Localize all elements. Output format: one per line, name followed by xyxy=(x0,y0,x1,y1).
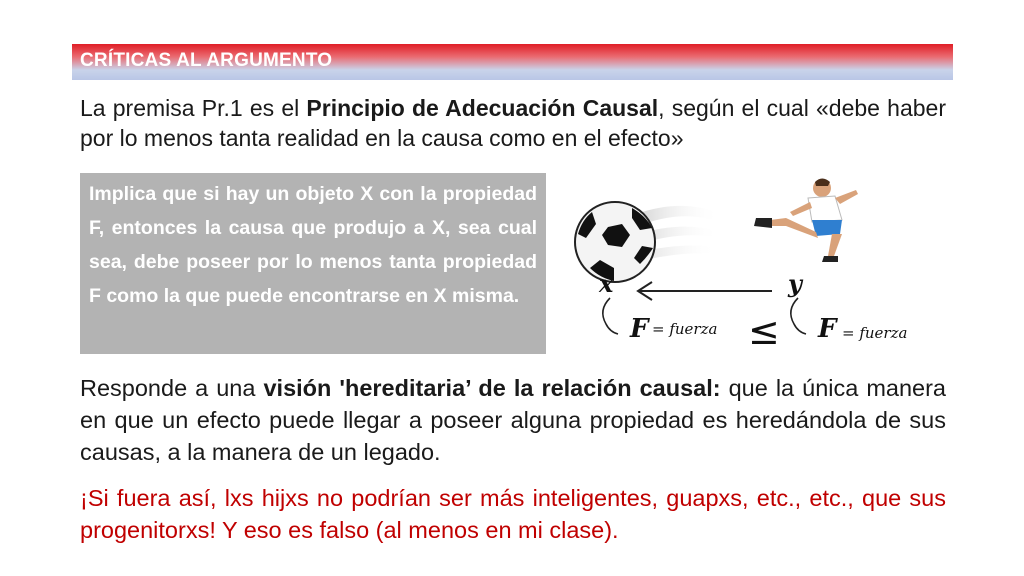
left-brace xyxy=(603,298,618,334)
premise-text-pre: La premisa Pr.1 es el xyxy=(80,95,307,121)
soccer-illustration xyxy=(560,172,950,352)
hereditary-text-post: que la única manera en que un efecto puede llegar a poseer alguna propiedad es heredándola de sus causas, a la manera de un legado. xyxy=(80,375,946,465)
section-title: CRÍTICAS AL ARGUMENTO xyxy=(80,50,333,71)
hereditary-paragraph xyxy=(80,372,946,468)
right-brace xyxy=(791,298,806,334)
less-or-equal-sign: ≤ xyxy=(748,309,780,352)
premise-principle-name: Principio de Adecuación Causal xyxy=(306,95,659,121)
left-F: F xyxy=(630,314,649,344)
implication-text: Implica que si hay un objeto X con la propiedad F, entonces la causa que produjo a X, sea cual sea, debe poseer por lo menos tanta propiedad F como la que puede encontrarse en X misma. xyxy=(89,183,537,307)
left-fuerza: = fuerza xyxy=(652,320,718,338)
right-F: F xyxy=(818,314,837,344)
force-illustration xyxy=(560,172,950,352)
causal-arrow xyxy=(638,282,772,300)
label-y: y xyxy=(788,269,802,298)
kicking-child-figure xyxy=(754,179,858,263)
premise-text-post: , según el cual «debe haber por lo menos tanta realidad en la causa como en el efecto» xyxy=(80,95,946,151)
right-fuerza: = fuerza xyxy=(842,324,908,342)
premise-paragraph xyxy=(80,93,946,153)
hereditary-emphasis: visión 'hereditaria’ de la relación causal: xyxy=(263,375,721,401)
hereditary-text-pre: Responde a una xyxy=(80,375,264,401)
section-header-banner xyxy=(72,44,953,80)
implication-box xyxy=(80,173,546,354)
label-x: x xyxy=(599,269,614,298)
objection-paragraph: ¡Si fuera así, lxs hijxs no podrían ser más inteligentes, guapxs, etc., etc., que sus progenitorxs! Y eso es falso (al menos en mi clase). xyxy=(80,485,946,543)
soccer-ball-icon xyxy=(575,202,655,282)
